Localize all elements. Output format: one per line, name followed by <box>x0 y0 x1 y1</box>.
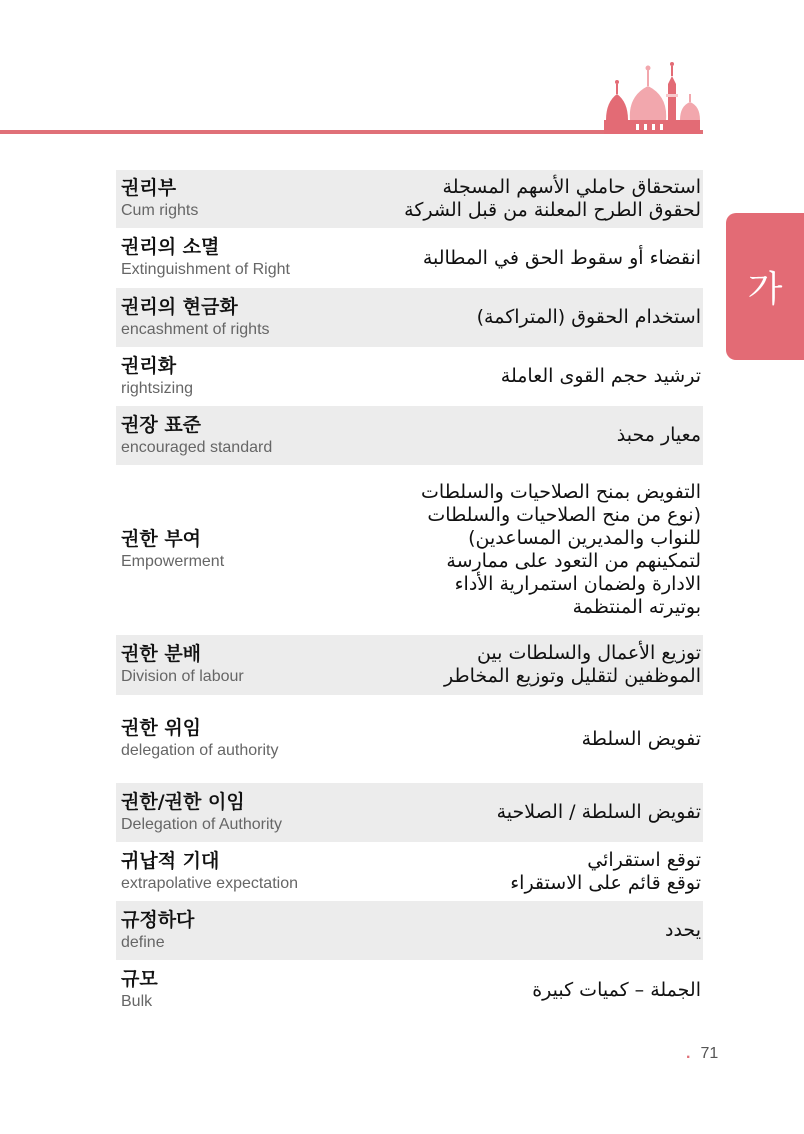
english-term: define <box>121 933 165 951</box>
glossary-entry <box>116 406 703 465</box>
korean-term: 규모 <box>121 968 158 990</box>
index-tab-label: 가 <box>747 269 783 310</box>
glossary-entry <box>116 635 703 695</box>
arabic-term: التفويض بمنح الصلاحيات والسلطات (نوع من منح الصلاحيات والسلطات للنواب والمديرين المساعدين) لتمكينهم من التعود على ممارسة الادارة ولضمان استمرارية الأداء بوتيرته المنتظمة <box>421 481 701 618</box>
english-term: Extinguishment of Right <box>121 261 290 278</box>
glossary-entry <box>116 465 703 635</box>
arabic-term: استخدام الحقوق (المتراكمة) <box>476 306 701 328</box>
korean-term: 권리의 현금화 <box>121 295 238 318</box>
english-term: encouraged standard <box>121 438 273 456</box>
english-term: Delegation of Authority <box>121 815 282 833</box>
korean-term: 권한 분배 <box>121 643 202 665</box>
arabic-term: ترشيد حجم القوى العاملة <box>500 365 701 387</box>
korean-term: 귀납적 기대 <box>121 849 220 872</box>
korean-term: 권한 부여 <box>121 528 202 550</box>
korean-term: 권리의 소멸 <box>121 236 220 258</box>
glossary-entry <box>116 960 703 1020</box>
english-term: Cum rights <box>121 202 199 219</box>
page-number <box>686 1045 718 1063</box>
korean-term: 권리부 <box>121 177 177 199</box>
english-term: delegation of authority <box>121 742 279 759</box>
korean-term: 권한 위임 <box>121 717 202 739</box>
glossary-entry <box>116 783 703 842</box>
arabic-term: انقضاء أو سقوط الحق في المطالبة <box>422 246 701 269</box>
glossary-entry <box>116 288 703 347</box>
english-term: Division of labour <box>121 668 244 685</box>
korean-term: 규정하다 <box>121 908 195 931</box>
english-term: Bulk <box>121 993 153 1010</box>
english-term: encashment of rights <box>121 320 270 338</box>
mosque-illustration-icon <box>600 58 704 134</box>
english-term: Empowerment <box>121 553 225 570</box>
arabic-term: تفويض السلطة / الصلاحية <box>496 801 701 823</box>
glossary-list <box>116 170 703 1020</box>
glossary-entry <box>116 842 703 901</box>
korean-term: 권한/권한 이임 <box>121 790 245 813</box>
page-number-text: 71 <box>700 1045 719 1062</box>
glossary-entry <box>116 347 703 406</box>
glossary-entry <box>116 228 703 288</box>
glossary-entry <box>116 170 703 228</box>
arabic-term: يحدد <box>665 919 701 941</box>
glossary-entry <box>116 695 703 783</box>
arabic-term: الجملة – كميات كبيرة <box>532 978 701 1001</box>
arabic-term: تفويض السلطة <box>581 727 701 750</box>
header-rule <box>0 130 703 134</box>
english-term: rightsizing <box>121 379 194 397</box>
english-term: extrapolative expectation <box>121 874 298 892</box>
index-tab[interactable] <box>726 213 804 360</box>
arabic-term: توقع استقرائي توقع قائم على الاستقراء <box>510 848 701 894</box>
glossary-entry <box>116 901 703 960</box>
page-dot-icon: . <box>686 1045 691 1062</box>
korean-term: 권장 표준 <box>121 413 202 436</box>
arabic-term: معيار محبذ <box>616 424 701 446</box>
arabic-term: توزيع الأعمال والسلطات بين الموظفين لتقليل وتوزيع المخاطر <box>443 642 701 687</box>
korean-term: 권리화 <box>121 354 177 377</box>
arabic-term: استحقاق حاملي الأسهم المسجلة لحقوق الطرح المعلنة من قبل الشركة <box>404 176 701 221</box>
